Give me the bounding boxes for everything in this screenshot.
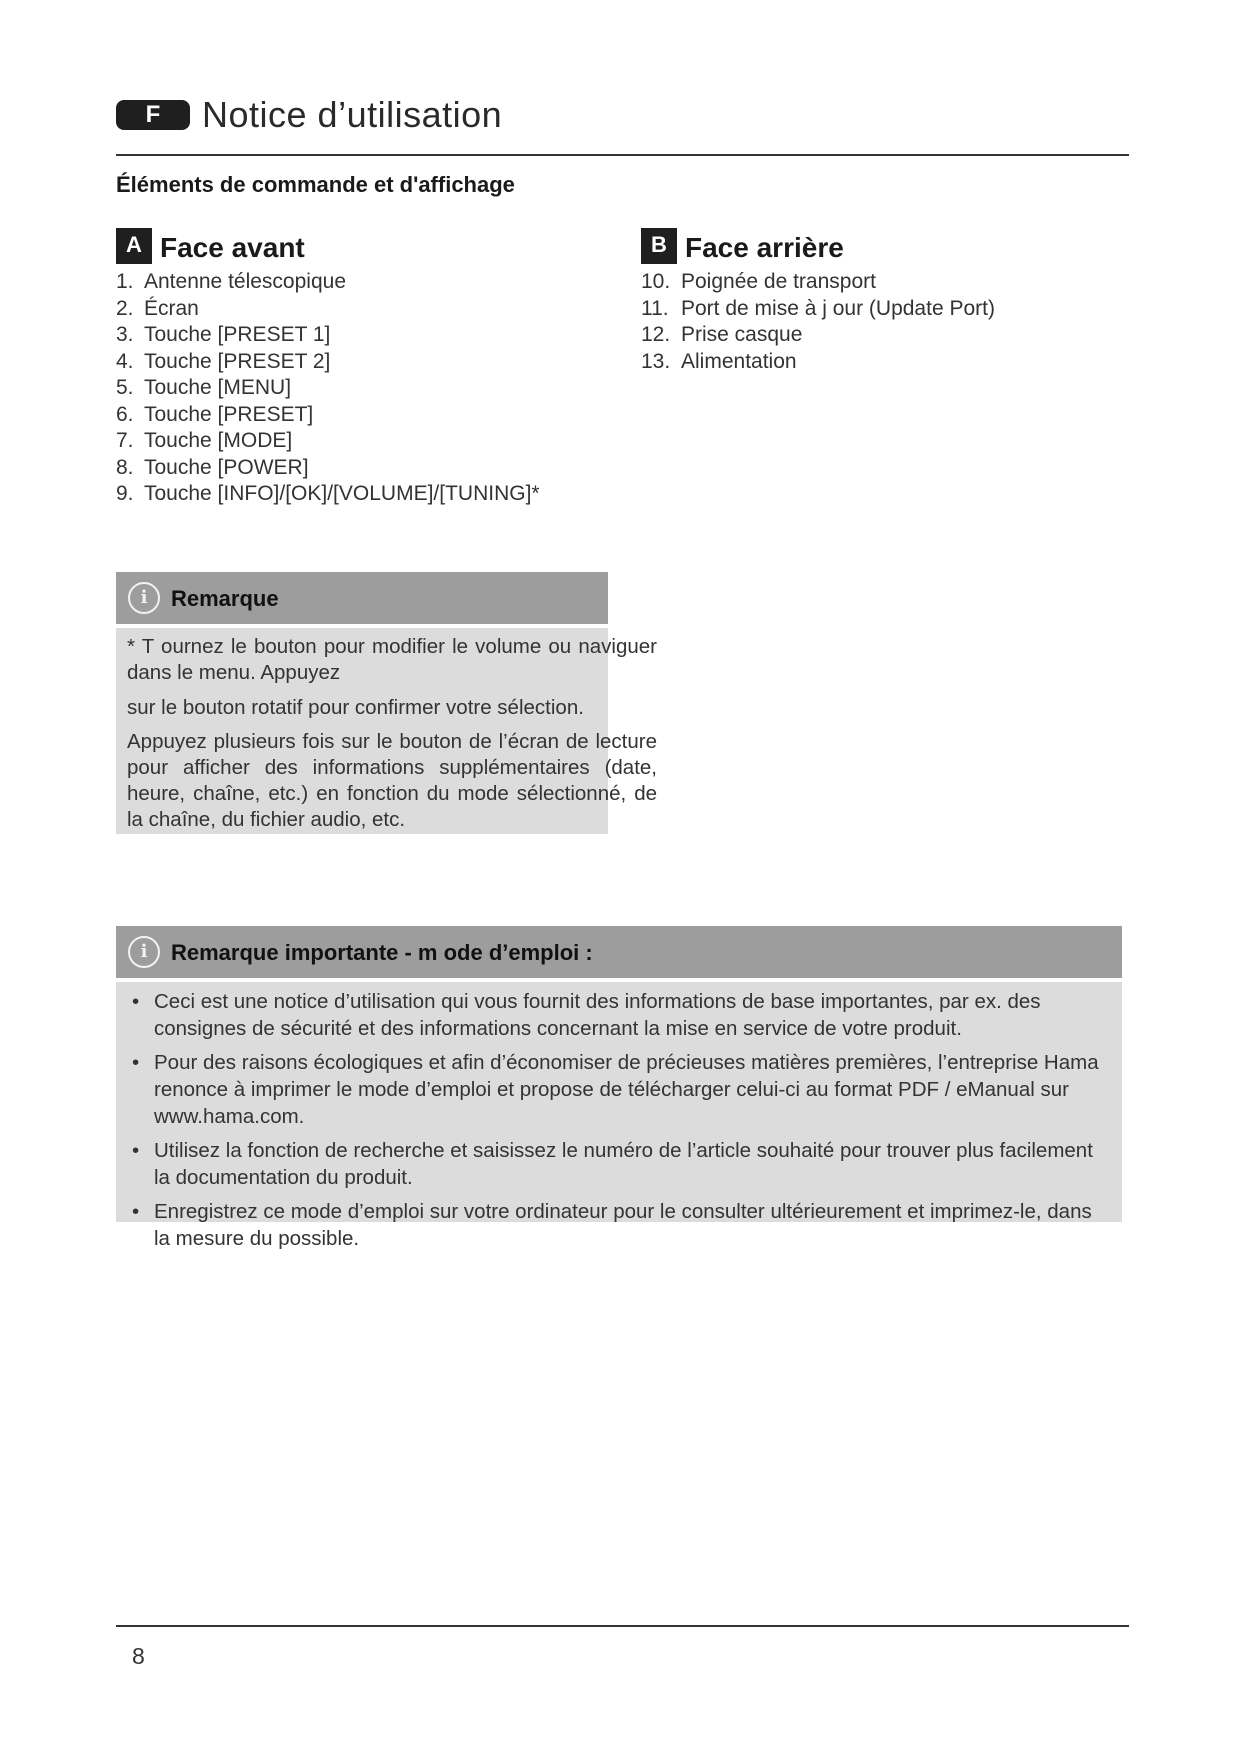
bullet-icon: • (132, 990, 140, 1013)
item-number: 9. (116, 482, 134, 505)
item-text: Écran (144, 296, 199, 320)
item-number: 13. (641, 349, 671, 373)
bullet-text: Enregistrez ce mode d’emploi sur votre ordinateur pour le consulter ultérieurement et imprimez-le, dans la mesure du possible. (154, 1200, 1092, 1250)
item-number: 2. (116, 296, 134, 320)
item-number: 3. (116, 323, 134, 346)
list-item (641, 296, 995, 323)
important-note-title: Remarque importante - m ode d’emploi : (171, 940, 593, 965)
list-item (641, 269, 995, 296)
important-note-list (124, 988, 1104, 1259)
language-badge: F (116, 100, 190, 130)
list-item (116, 296, 540, 323)
bullet-icon: • (132, 1200, 140, 1223)
item-number: 10. (641, 270, 671, 293)
bullet-icon: • (132, 1051, 140, 1074)
list-item (124, 1049, 1104, 1130)
note-paragraph-1: * T ournez le bouton pour modifier le volume ou naviguer dans le menu. Appuyez (127, 635, 657, 684)
note-paragraph-2: sur le bouton rotatif pour confirmer votre sélection. (127, 696, 584, 719)
info-icon: i (128, 936, 160, 968)
list-item (124, 988, 1104, 1042)
item-text: Alimentation (681, 349, 797, 373)
page-number: 8 (132, 1643, 145, 1669)
list-item (116, 349, 540, 376)
item-text: Touche [POWER] (144, 455, 309, 479)
item-text: Touche [PRESET 1] (144, 323, 331, 346)
item-number: 5. (116, 376, 134, 399)
note-header (116, 572, 608, 624)
item-number: 6. (116, 402, 134, 426)
list-item (116, 481, 540, 508)
item-text: Touche [MENU] (144, 376, 292, 399)
page-title: Notice d’utilisation (202, 94, 503, 135)
rear-items-list (641, 269, 995, 375)
important-note-header (116, 926, 1122, 978)
list-item (124, 1137, 1104, 1191)
item-number: 8. (116, 455, 134, 479)
item-text: Poignée de transport (681, 270, 876, 293)
list-item (116, 375, 540, 402)
item-text: Antenne télescopique (144, 270, 346, 293)
list-item (641, 349, 995, 376)
item-text: Port de mise à j our (Update Port) (681, 296, 995, 320)
front-label-badge: A (116, 228, 152, 264)
info-icon: i (128, 582, 160, 614)
header-divider (116, 154, 1129, 156)
important-note-body (116, 982, 1122, 1250)
list-item (124, 1198, 1104, 1252)
item-text: Prise casque (681, 323, 803, 346)
bullet-text: Ceci est une notice d’utilisation qui vous fournit des informations de base importantes, par ex. des consignes de sécurité et des informations concernant la mise en service de votre produit. (154, 990, 1041, 1040)
front-items-list (116, 269, 540, 508)
item-number: 7. (116, 429, 134, 452)
item-number: 12. (641, 323, 671, 346)
section-heading: Éléments de commande et d'affichage (116, 172, 515, 197)
bullet-text: Pour des raisons écologiques et afin d’économiser de précieuses matières premières, l’entreprise Hama renonce à imprimer le mode d’emploi et propose de télécharger celui-ci au format PDF / eManual sur www.hama.com. (154, 1051, 1099, 1128)
list-item (641, 322, 995, 349)
note-title: Remarque (171, 586, 279, 611)
footer-divider (116, 1625, 1129, 1627)
list-item (116, 322, 540, 349)
list-item (116, 455, 540, 482)
rear-title: Face arrière (685, 232, 844, 263)
list-item (116, 428, 540, 455)
item-text: Touche [MODE] (144, 429, 293, 452)
list-item (116, 402, 540, 429)
item-number: 4. (116, 349, 134, 373)
item-text: Touche [PRESET 2] (144, 349, 331, 373)
item-text: Touche [INFO]/[OK]/[VOLUME]/[TUNING]* (144, 482, 540, 505)
item-number: 1. (116, 270, 134, 293)
item-text: Touche [PRESET] (144, 402, 314, 426)
bullet-icon: • (132, 1139, 140, 1162)
front-title: Face avant (160, 232, 305, 263)
item-number: 11. (641, 296, 669, 320)
list-item (116, 269, 540, 296)
note-paragraph-3: Appuyez plusieurs fois sur le bouton de l’écran de lecture pour afficher des informations supplémentaires (date, heure, chaîne, etc.) en fonction du mode sélectionné, de la chaîne, du fichier audio, etc. (127, 730, 657, 831)
bullet-text: Utilisez la fonction de recherche et saisissez le numéro de l’article souhaité pour trouver plus facilement la documentation du produit. (154, 1139, 1093, 1189)
rear-label-badge: B (641, 228, 677, 264)
